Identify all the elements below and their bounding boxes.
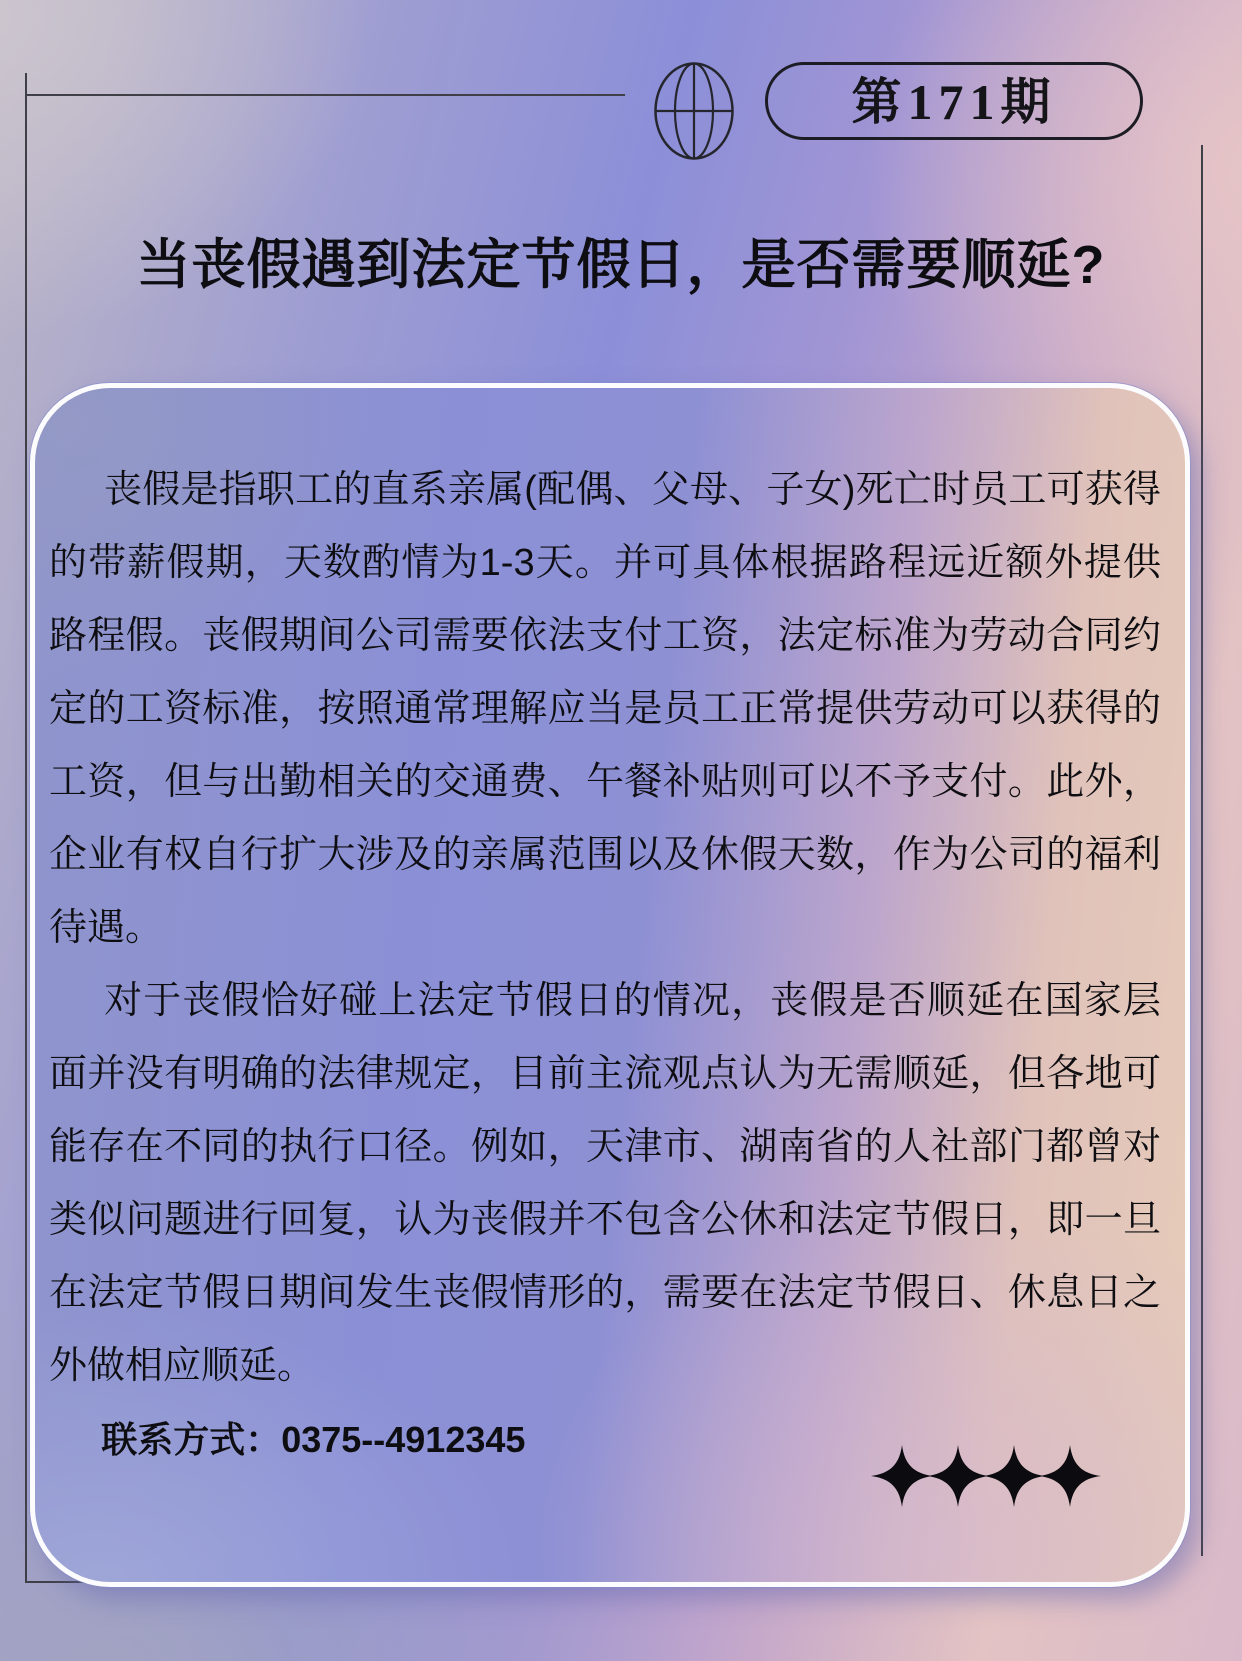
sparkle-icon bbox=[983, 1445, 1045, 1507]
contact-line: 联系方式：0375--4912345 bbox=[101, 1419, 526, 1460]
sparkle-icon bbox=[1039, 1445, 1101, 1507]
paragraph-2: 对于丧假恰好碰上法定节假日的情况，丧假是否顺延在国家层面并没有明确的法律规定，目前主流观点认为无需顺延，但各地可能存在不同的执行口径。例如，天津市、湖南省的人社部门都曾对类似问题进行回复，认为丧假并不包含公休和法定节假日，即一旦在法定节假日期间发生丧假情形的，需要在法定节假日、休息日之外做相应顺延。 bbox=[49, 980, 1161, 1387]
content-card bbox=[30, 383, 1190, 1587]
frame-line-right bbox=[1201, 145, 1203, 1556]
sparkle-icon bbox=[927, 1445, 989, 1507]
page-title: 当丧假遇到法定节假日，是否需要顺延? bbox=[136, 235, 1106, 295]
sparkle-icon bbox=[871, 1445, 933, 1507]
frame-line-top bbox=[25, 94, 625, 96]
paragraph-1: 丧假是指职工的直系亲属(配偶、父母、子女)死亡时员工可获得的带薪假期，天数酌情为1-3天。并可具体根据路程远近额外提供路程假。丧假期间公司需要依法支付工资，法定标准为劳动合同约定的工资标准，按照通常理解应当是员工正常提供劳动可以获得的工资，但与出勤相关的交通费、午餐补贴则可以不予支付。此外，企业有权自行扩大涉及的亲属范围以及休假天数，作为公司的福利待遇。 bbox=[49, 469, 1161, 949]
frame-line-left bbox=[25, 73, 27, 1583]
globe-icon bbox=[653, 61, 735, 161]
issue-badge-label: 第171期 bbox=[851, 74, 1057, 130]
sparkle-row bbox=[871, 1445, 1101, 1507]
issue-badge bbox=[765, 62, 1143, 140]
article-body bbox=[49, 454, 1161, 1476]
